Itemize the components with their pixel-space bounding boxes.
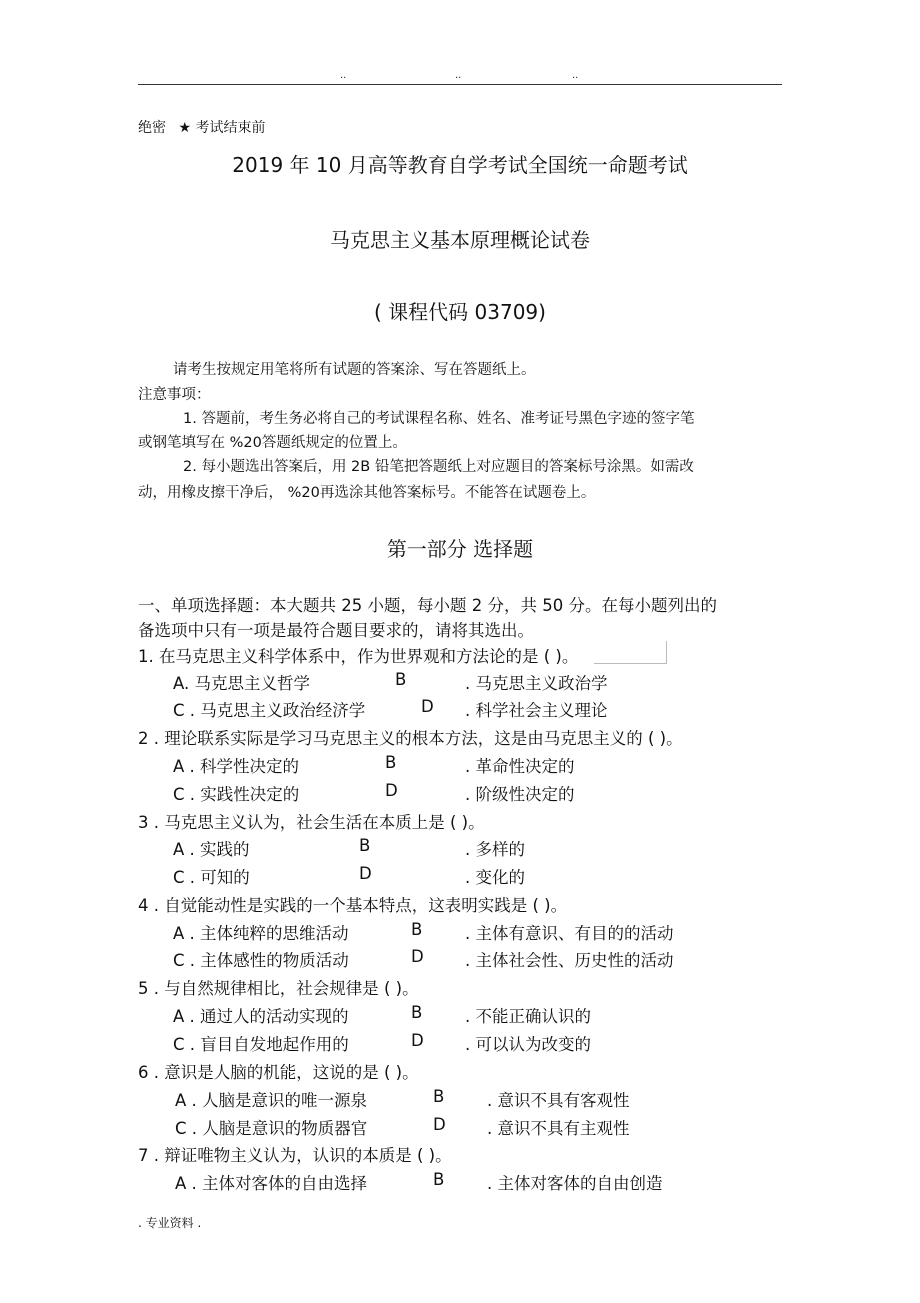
header-dots-3: .. <box>572 70 579 81</box>
question-2-option-a: A . 科学性决定的 <box>173 757 300 776</box>
header-dots-1: .. <box>340 70 347 81</box>
question-5-option-b-label: B <box>411 1003 423 1022</box>
question-1-stem: 1. 在马克思主义科学体系中，作为世界观和方法论的是 ( )。 <box>138 647 579 666</box>
question-6-stem: 6 . 意识是人脑的机能，这说的是 ( )。 <box>138 1063 419 1082</box>
notes-heading: 注意事项： <box>138 387 211 403</box>
question-3-option-d-label: D <box>359 864 372 883</box>
question-7-option-a: A . 主体对客体的自由选择 <box>175 1174 368 1193</box>
exam-title: 2019 年 10 月高等教育自学考试全国统一命题考试 <box>232 153 688 177</box>
section-desc-line-1: 一、单项选择题：本大题共 25 小题，每小题 2 分，共 50 分。在每小题列出的 <box>138 596 717 615</box>
question-4-option-b: . 主体有意识、有目的的活动 <box>465 924 674 943</box>
question-5-option-c: C . 盲目自发地起作用的 <box>173 1035 349 1054</box>
note-1-line-2: 或钢笔填写在 %20答题纸规定的位置上。 <box>138 435 407 451</box>
question-3-option-c: C . 可知的 <box>173 868 250 887</box>
section-desc-line-2: 备选项中只有一项是最符合题目要求的，请将其选出。 <box>138 621 534 640</box>
note-1-line-1: 1. 答题前，考生务必将自己的考试课程名称、姓名、准考证号黑色字迹的签字笔 <box>183 411 695 427</box>
question-1-option-c: C . 马克思主义政治经济学 <box>173 701 366 720</box>
question-1-option-b: . 马克思主义政治学 <box>465 674 608 693</box>
secrecy-text: 考试结束前 <box>195 120 266 136</box>
part-title: 第一部分 选择题 <box>386 537 534 561</box>
question-2-option-b-label: B <box>385 753 397 772</box>
question-6-option-d: . 意识不具有主观性 <box>487 1119 630 1138</box>
question-4-option-a: A . 主体纯粹的思维活动 <box>173 924 349 943</box>
course-code: ( 课程代码 03709) <box>374 300 546 324</box>
question-4-option-d-label: D <box>411 947 424 966</box>
question-2-stem: 2 . 理论联系实际是学习马克思主义的根本方法，这是由马克思主义的 ( )。 <box>138 729 683 748</box>
question-6-option-d-label: D <box>433 1115 446 1134</box>
question-7-option-b: . 主体对客体的自由创造 <box>487 1174 663 1193</box>
question-4-option-b-label: B <box>411 920 423 939</box>
question-3-option-a: A . 实践的 <box>173 840 250 859</box>
question-5-stem: 5 . 与自然规律相比，社会规律是 ( )。 <box>138 979 419 998</box>
question-2-option-b: . 革命性决定的 <box>465 757 575 776</box>
question-2-option-d: . 阶级性决定的 <box>465 785 575 804</box>
question-2-option-d-label: D <box>385 781 398 800</box>
paper-title: 马克思主义基本原理概论试卷 <box>330 228 590 252</box>
question-1-answer-box <box>594 641 667 664</box>
question-4-stem: 4 . 自觉能动性是实践的一个基本特点，这表明实践是 ( )。 <box>138 896 568 915</box>
header-rule <box>138 84 782 85</box>
question-3-stem: 3 . 马克思主义认为，社会生活在本质上是 ( )。 <box>138 813 485 832</box>
question-7-stem: 7 . 辩证唯物主义认为，认识的本质是 ( )。 <box>138 1146 452 1165</box>
question-6-option-a: A . 人脑是意识的唯一源泉 <box>175 1091 368 1110</box>
question-6-option-b-label: B <box>433 1087 445 1106</box>
question-7-option-b-label: B <box>433 1170 445 1189</box>
question-5-option-d: . 可以认为改变的 <box>465 1035 591 1054</box>
question-1-option-d: . 科学社会主义理论 <box>465 701 608 720</box>
secrecy-label: 绝密 <box>138 120 166 136</box>
header-dots-2: .. <box>455 70 462 81</box>
question-1-option-b-label: B <box>395 670 407 689</box>
question-2-option-c: C . 实践性决定的 <box>173 785 300 804</box>
question-4-option-d: . 主体社会性、历史性的活动 <box>465 951 674 970</box>
question-1-option-d-label: D <box>421 697 434 716</box>
question-4-option-c: C . 主体感性的物质活动 <box>173 951 349 970</box>
question-1-option-a: A. 马克思主义哲学 <box>173 674 310 693</box>
question-6-option-b: . 意识不具有客观性 <box>487 1091 630 1110</box>
secrecy-line <box>138 117 265 137</box>
instructions-intro: 请考生按规定用笔将所有试题的答案涂、写在答题纸上。 <box>173 362 536 378</box>
footer-text: . 专业资料 . <box>138 1216 202 1230</box>
star-icon: ★ <box>178 120 192 136</box>
question-3-option-b: . 多样的 <box>465 840 525 859</box>
question-5-option-a: A . 通过人的活动实现的 <box>173 1007 349 1026</box>
question-5-option-b: . 不能正确认识的 <box>465 1007 591 1026</box>
note-2-line-1: 2. 每小题选出答案后，用 2B 铅笔把答题纸上对应题目的答案标号涂黑。如需改 <box>183 459 694 475</box>
question-6-option-c: C . 人脑是意识的物质器官 <box>175 1119 368 1138</box>
note-2-line-2: 动，用橡皮擦干净后， %20再选涂其他答案标号。不能答在试题卷上。 <box>138 485 596 501</box>
question-3-option-d: . 变化的 <box>465 868 525 887</box>
question-5-option-d-label: D <box>411 1031 424 1050</box>
question-3-option-b-label: B <box>359 836 371 855</box>
